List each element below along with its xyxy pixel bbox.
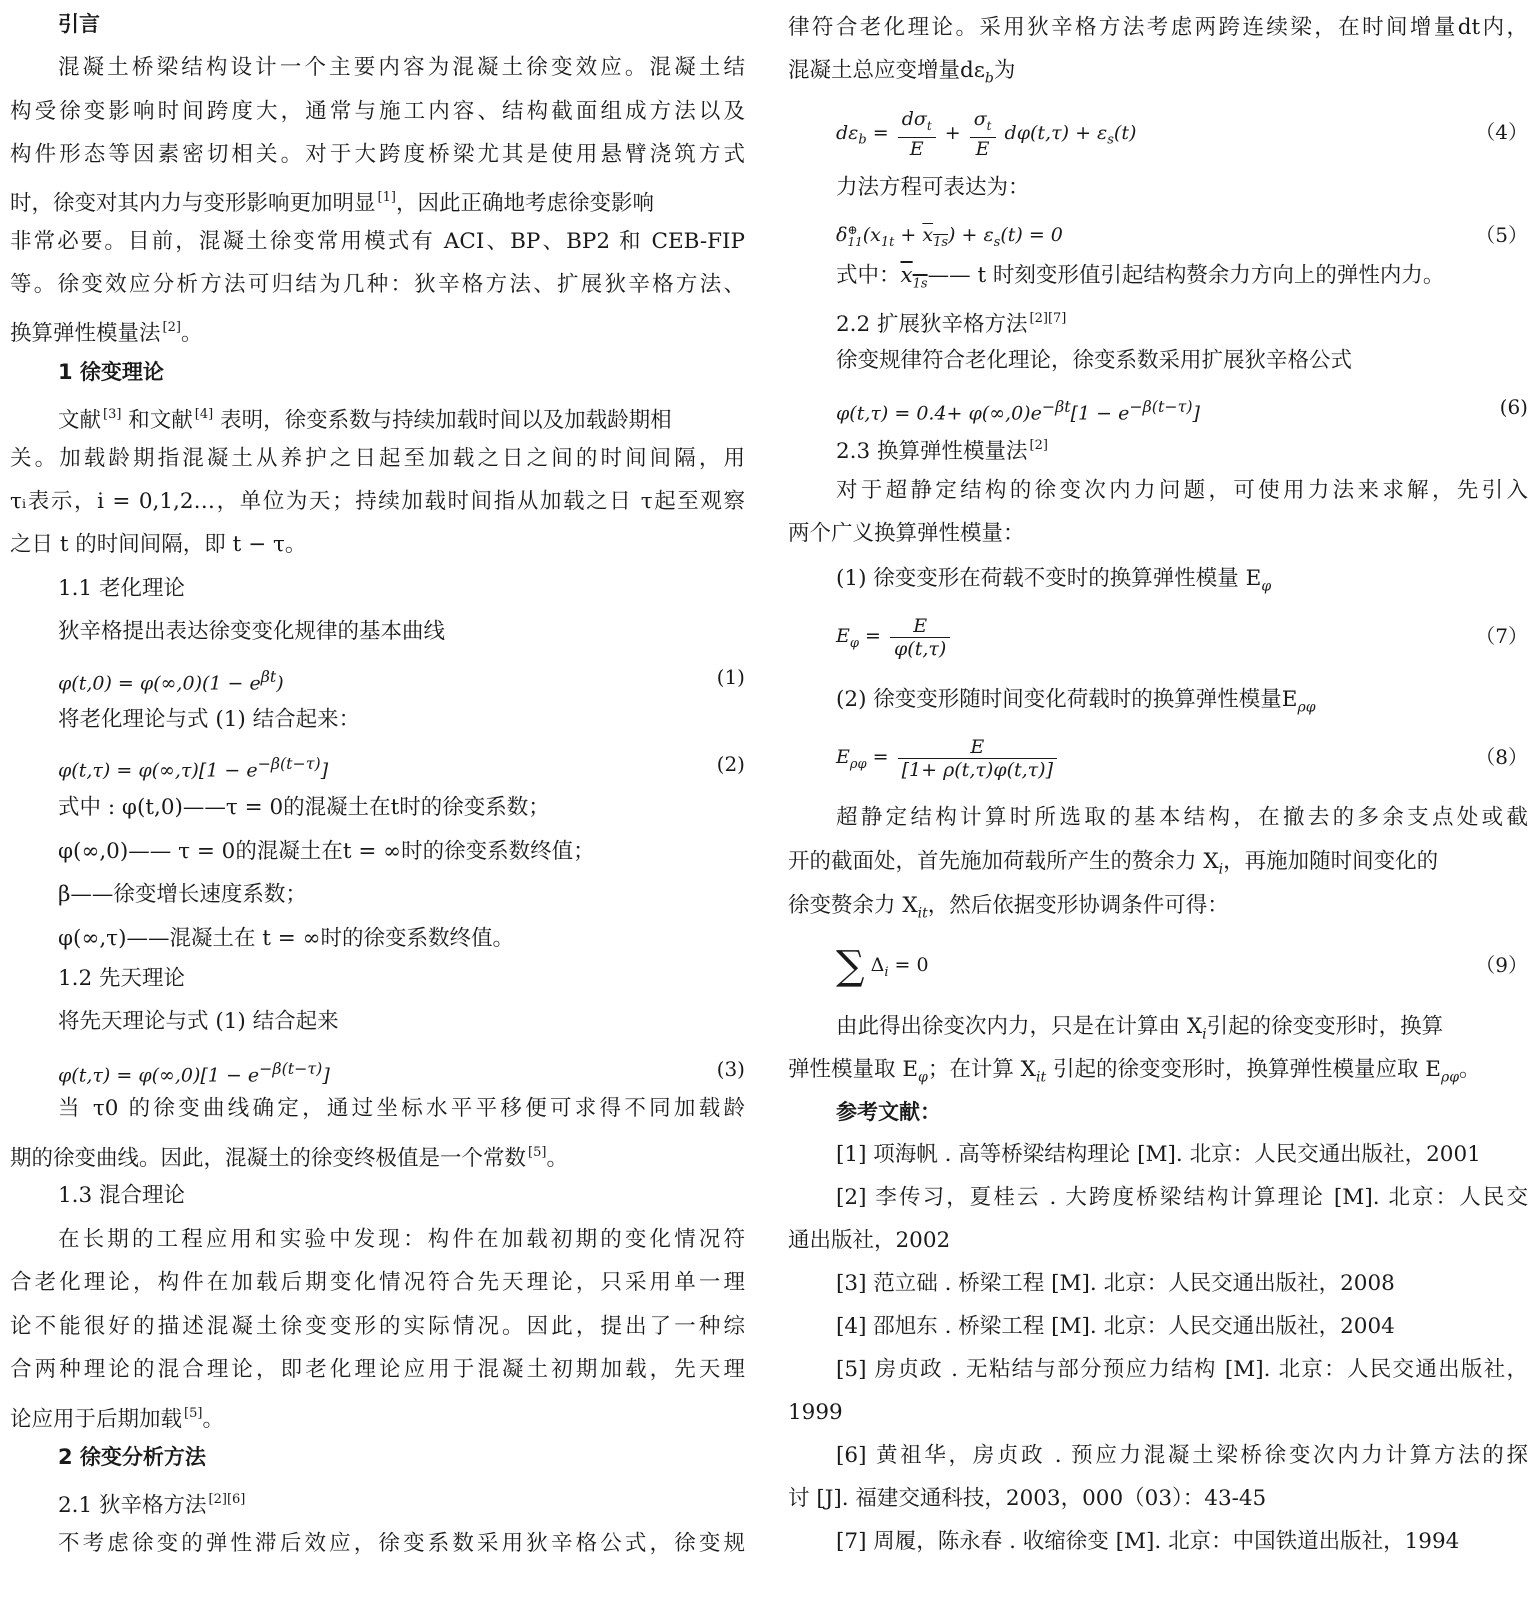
eq3-number: (3) bbox=[716, 1057, 745, 1081]
eq5-tail: ) + ε bbox=[948, 224, 994, 246]
eq8-number: （8） bbox=[1475, 745, 1528, 769]
eq5-sup: ⊕ bbox=[847, 223, 858, 237]
reference-2: [2] 李传习，夏桂云 . 大跨度桥梁结构计算理论 [M]. 北京：人民交 bbox=[836, 1185, 1528, 1210]
eq4-fraction-2 bbox=[970, 108, 996, 160]
p-super-line-2 bbox=[788, 840, 1528, 884]
p13-end: 。 bbox=[202, 1407, 224, 1432]
item2-sub: ρφ bbox=[1297, 699, 1316, 716]
eq5-end: (t) = 0 bbox=[1000, 224, 1063, 246]
p-result-line-1 bbox=[788, 1005, 1528, 1049]
heading-1-1: 1.1 老化理论 bbox=[58, 576, 186, 601]
reference-7: [7] 周履，陈永春 . 收缩徐变 [M]. 北京：中国铁道出版社，1994 bbox=[836, 1529, 1460, 1554]
reference-3: [3] 范立础 . 桥梁工程 [M]. 北京：人民交通出版社，2008 bbox=[836, 1271, 1395, 1296]
item1-sub: φ bbox=[1261, 578, 1272, 595]
eq4-rest-sub: s bbox=[1107, 132, 1114, 148]
eq6-mid: [1 − e bbox=[1070, 402, 1130, 425]
definition-4: φ(∞,τ)——混凝土在 t = ∞时的徐变系数终值。 bbox=[58, 926, 515, 951]
eq4-lhs-sub: b bbox=[858, 132, 867, 148]
def5-x: x bbox=[900, 263, 913, 288]
citation-3: [3] bbox=[103, 407, 122, 422]
p-result-sub-1: i bbox=[1202, 1026, 1207, 1043]
reference-1: [1] 项海帆 . 高等桥梁结构理论 [M]. 北京：人民交通出版社，2001 bbox=[836, 1142, 1481, 1167]
p-result-b: 引起的徐变变形时，换算 bbox=[1206, 1014, 1444, 1039]
def5-x-sub: 1s bbox=[912, 276, 928, 292]
intro-line-5: 非常必要。目前，混凝土徐变常用模式有 ACI、BP、BP2 和 CEB-FIP bbox=[10, 229, 745, 254]
p1-line-2: 关。加载龄期指混凝土从养护之日起至加载之日之间的时间间隔，用 bbox=[10, 446, 745, 471]
reference-5: [5] 房贞政 . 无粘结与部分预应力结构 [M]. 北京：人民交通出版社， bbox=[836, 1357, 1528, 1382]
eq4-lhs: dε bbox=[836, 121, 859, 144]
citation-1: [1] bbox=[377, 190, 396, 205]
intro-end: 。 bbox=[180, 321, 203, 346]
eq3-body: φ(t,τ) = φ(∞,0)[1 − e bbox=[58, 1064, 260, 1087]
p1-line-4: 之日 t 的时间间隔，即 t − τ。 bbox=[10, 532, 307, 557]
eq8-lhs: E bbox=[836, 746, 850, 768]
p21-text: 不考虑徐变的弹性滞后效应，徐变系数采用狄辛格公式，徐变规 bbox=[58, 1531, 745, 1556]
eq8-lhs-sub: ρφ bbox=[849, 756, 867, 772]
eq9-sub: i bbox=[884, 964, 889, 980]
p21-cont-line-2 bbox=[788, 49, 1528, 93]
p-result-sub-3: it bbox=[1036, 1069, 1047, 1086]
eq6-body: φ(t,τ) = 0.4+ φ(∞,0)e bbox=[836, 402, 1042, 425]
item-2 bbox=[788, 678, 1528, 722]
reference-6-cont: 讨 [J]. 福建交通科技，2003，000（03）：43-45 bbox=[788, 1486, 1267, 1511]
eq1-exponent: βt bbox=[260, 667, 277, 686]
eq4-num2-sub: t bbox=[986, 118, 992, 133]
eq7-num: E bbox=[890, 615, 950, 638]
heading-2-1 bbox=[10, 1478, 745, 1522]
eq5-over-sub: 1s bbox=[933, 234, 949, 250]
eq6-number: (6) bbox=[1499, 395, 1528, 419]
p-result-c: 弹性模量取 E bbox=[788, 1057, 919, 1082]
eq5-over-x: x bbox=[922, 224, 934, 246]
equation-1 bbox=[10, 655, 745, 699]
eq9-sigma: ∑ bbox=[836, 943, 865, 989]
citation-5b: [5] bbox=[184, 1406, 203, 1421]
eq4-plus: + bbox=[944, 121, 961, 144]
intro-line-6: 等。徐变效应分析方法可归结为几种：狄辛格方法、扩展狄辛格方法、 bbox=[10, 272, 745, 297]
def5-overline bbox=[900, 263, 928, 292]
heading-2-1-cite: [2][6] bbox=[208, 1492, 246, 1507]
eq5-delta: δ bbox=[836, 224, 848, 246]
eq2-body: φ(t,τ) = φ(∞,τ)[1 − e bbox=[58, 759, 258, 782]
p-super-sub-i: i bbox=[1218, 861, 1224, 878]
equation-2 bbox=[10, 742, 745, 786]
citation-2: [2] bbox=[162, 320, 181, 335]
p21-cont-sub: b bbox=[984, 70, 994, 87]
p12b-text: 期的徐变曲线。因此，混凝土的徐变终极值是一个常数 bbox=[10, 1146, 527, 1171]
eq7-lhs: E bbox=[836, 625, 850, 647]
eq4-fraction-1 bbox=[898, 108, 936, 160]
eq1-body: φ(t,0) = φ(∞,0)(1 − e bbox=[58, 672, 261, 695]
equation-7 bbox=[788, 611, 1528, 661]
equation-4 bbox=[788, 108, 1528, 160]
heading-2-3-text: 2.3 换算弹性模量法 bbox=[836, 439, 1028, 464]
p13-text: 论应用于后期加载 bbox=[10, 1407, 183, 1432]
eq5-plus: + bbox=[894, 224, 923, 246]
eq5-overline bbox=[922, 224, 949, 250]
eq4-den2: E bbox=[975, 137, 990, 160]
item1-text: (1) 徐变变形在荷载不变时的换算弹性模量 E bbox=[836, 566, 1262, 591]
p13-line-3: 论不能很好的描述混凝土徐变变形的实际情况。因此，提出了一种综 bbox=[10, 1314, 745, 1339]
heading-2-2-text: 2.2 扩展狄辛格方法 bbox=[836, 312, 1028, 337]
intro-line-7 bbox=[10, 306, 745, 350]
reference-5-cont: 1999 bbox=[788, 1400, 843, 1425]
eq8-equals: = bbox=[872, 746, 889, 768]
heading-2-1-text: 2.1 狄辛格方法 bbox=[58, 1493, 207, 1518]
eq5-delta-scripts bbox=[847, 224, 862, 248]
item-1 bbox=[788, 557, 1528, 601]
p12b-end: 。 bbox=[546, 1146, 568, 1171]
intro-line-4-a: 时，徐变对其内力与变形影响更加明显 bbox=[10, 191, 376, 216]
eq7-lhs-sub: φ bbox=[849, 635, 859, 651]
eq7-den: φ(t,τ) bbox=[894, 637, 947, 660]
heading-2-3-cite: [2] bbox=[1029, 438, 1048, 453]
p-result-sub-4: ρφ bbox=[1440, 1069, 1460, 1086]
eq5-tail-sub: s bbox=[993, 234, 1001, 250]
eq3-end: ] bbox=[322, 1064, 330, 1087]
p13-line-5 bbox=[10, 1392, 745, 1436]
p-result-sub-2: φ bbox=[918, 1069, 928, 1086]
eq5-sub: 11 bbox=[847, 235, 863, 249]
p21-cont-line-1: 律符合老化理论。采用狄辛格方法考虑两跨连续梁，在时间增量dt内， bbox=[788, 15, 1528, 40]
p-super-sub-it: it bbox=[917, 905, 928, 922]
p11-text: 狄辛格提出表达徐变变化规律的基本曲线 bbox=[58, 619, 446, 644]
p12b-line-2 bbox=[10, 1131, 745, 1175]
heading-1-2: 1.2 先天理论 bbox=[58, 966, 186, 991]
p21-cont-text: 混凝土总应变增量dε bbox=[788, 58, 985, 83]
eq4-den1: E bbox=[909, 137, 924, 160]
eq7-fraction bbox=[890, 615, 950, 660]
eq4-num1-sub: t bbox=[926, 118, 932, 133]
eq4-equals: = bbox=[872, 121, 889, 144]
equation-6 bbox=[788, 385, 1528, 429]
def5-text: —— t 时刻变形值引起结构赘余力方向上的弹性内力。 bbox=[927, 263, 1445, 288]
p-super-line-1: 超静定结构计算时所选取的基本结构，在撤去的多余支点处或截 bbox=[836, 805, 1528, 830]
p21-cont-end: 为 bbox=[993, 58, 1016, 83]
eq8-num: E bbox=[898, 736, 1057, 759]
equation-8 bbox=[788, 732, 1528, 782]
p12-text: 将先天理论与式 (1) 结合起来 bbox=[58, 1009, 339, 1034]
p13-line-1: 在长期的工程应用和实验中发现：构件在加载初期的变化情况符 bbox=[58, 1227, 745, 1252]
eq5-x1-sub: 1t bbox=[880, 234, 895, 250]
p-super-text-b: ，再施加随时间变化的 bbox=[1223, 849, 1439, 874]
equation-3 bbox=[10, 1047, 745, 1091]
heading-2-3 bbox=[788, 424, 1528, 468]
p1-text-a: 文献 bbox=[58, 408, 102, 433]
references-heading: 参考文献： bbox=[836, 1100, 941, 1124]
p12b-line-1: 当 τ0 的徐变曲线确定，通过坐标水平平移便可求得不同加载龄 bbox=[58, 1096, 745, 1121]
eq2-number: (2) bbox=[716, 752, 745, 776]
eq2-exponent: −β(t−τ) bbox=[257, 754, 321, 773]
p-result-line-2 bbox=[788, 1048, 1528, 1092]
reference-2-cont: 通出版社，2002 bbox=[788, 1228, 951, 1253]
heading-section-2: 2 徐变分析方法 bbox=[58, 1445, 206, 1469]
eq1-number: (1) bbox=[716, 665, 745, 689]
intro-line-4 bbox=[10, 176, 745, 220]
equation-5 bbox=[788, 213, 1528, 257]
intro-line-1: 混凝土桥梁结构设计一个主要内容为混凝土徐变效应。混凝土结 bbox=[58, 55, 745, 80]
p22-text: 徐变规律符合老化理论，徐变系数采用扩展狄辛格公式 bbox=[836, 348, 1353, 373]
p1-text-c: 表明，徐变系数与持续加载时间以及加载龄期相 bbox=[220, 408, 672, 433]
eq9-delta: Δ bbox=[870, 954, 885, 976]
eq4-num1: dσ bbox=[901, 108, 927, 130]
item2-text: (2) 徐变变形随时间变化荷载时的换算弹性模量E bbox=[836, 687, 1298, 712]
p1-line-1 bbox=[10, 393, 745, 437]
p-super-text-a: 开的截面处，首先施加荷载所产生的赘余力 X bbox=[788, 849, 1219, 874]
reference-6: [6] 黄祖华，房贞政 . 预应力混凝土梁桥徐变次内力计算方法的探 bbox=[836, 1443, 1528, 1468]
p-super-text-c: 徐变赘余力 X bbox=[788, 893, 918, 918]
p-result-d: ；在计算 X bbox=[927, 1057, 1036, 1082]
citation-4: [4] bbox=[194, 407, 214, 422]
intro-line-2: 构受徐变影响时间跨度大，通常与施工内容、结构截面组成方法以及 bbox=[10, 99, 745, 124]
heading-2-2-cite: [2][7] bbox=[1029, 311, 1067, 326]
eq4-number: （4） bbox=[1475, 120, 1528, 144]
definition-2: φ(∞,0)—— τ = 0的混凝土在t = ∞时的徐变系数终值； bbox=[58, 839, 595, 864]
heading-section-1: 1 徐变理论 bbox=[58, 360, 164, 384]
p-super-text-d: ，然后依据变形协调条件可得： bbox=[927, 893, 1229, 918]
p1-text-b: 和文献 bbox=[128, 408, 193, 433]
intro-line-7-a: 换算弹性模量法 bbox=[10, 321, 161, 346]
citation-5: [5] bbox=[528, 1145, 547, 1160]
heading-1-3: 1.3 混合理论 bbox=[58, 1183, 186, 1208]
reference-4: [4] 邵旭东 . 桥梁工程 [M]. 北京：人民交通出版社，2004 bbox=[836, 1314, 1395, 1339]
heading-intro: 引言 bbox=[58, 12, 100, 36]
definition-5 bbox=[788, 254, 1528, 298]
eq4-num2: σ bbox=[973, 108, 987, 130]
eq2-end: ] bbox=[320, 759, 329, 782]
eq3-exponent: −β(t−τ) bbox=[259, 1059, 323, 1078]
eq9-end: = 0 bbox=[888, 954, 929, 976]
eq1-end: ) bbox=[276, 672, 284, 695]
eq6-exponent-2: −β(t−τ) bbox=[1129, 397, 1193, 416]
eq8-fraction bbox=[898, 736, 1057, 781]
p-result-f: 。 bbox=[1459, 1057, 1481, 1082]
p-result-a: 由此得出徐变次内力，只是在计算由 X bbox=[836, 1014, 1203, 1039]
p23-line-1: 对于超静定结构的徐变次内力问题，可使用力法来求解，先引入 bbox=[836, 478, 1528, 503]
eq6-end: ] bbox=[1192, 402, 1200, 425]
heading-2-2 bbox=[788, 297, 1528, 341]
p-result-e: 引起的徐变变形时，换算弹性模量应取 E bbox=[1046, 1057, 1441, 1082]
eq5-number: （5） bbox=[1475, 223, 1528, 247]
eq7-equals: = bbox=[865, 625, 881, 647]
definition-3: β——徐变增长速度系数； bbox=[58, 882, 307, 907]
eq9-number: （9） bbox=[1475, 953, 1528, 977]
p13-line-4: 合两种理论的混合理论，即老化理论应用于混凝土初期加载，先天理 bbox=[10, 1357, 745, 1382]
def5-pre: 式中： bbox=[836, 263, 901, 288]
p23-line-2: 两个广义换算弹性模量： bbox=[788, 521, 1025, 546]
eq6-exponent-1: −βt bbox=[1041, 397, 1071, 416]
force-method-text: 力法方程可表达为： bbox=[836, 175, 1030, 200]
definition-1: 式中 : φ(t,0)——τ = 0的混凝土在t时的徐变系数； bbox=[58, 795, 550, 820]
eq4-rest: dφ(t,τ) + ε bbox=[1004, 121, 1108, 144]
p13-line-2: 合老化理论，构件在加载后期变化情况符合先天理论，只采用单一理 bbox=[10, 1270, 745, 1295]
intro-line-4-b: ，因此正确地考虑徐变影响 bbox=[395, 191, 654, 216]
eq4-end: (t) bbox=[1113, 121, 1137, 144]
eq5-body: (x bbox=[862, 224, 881, 246]
p11b-text: 将老化理论与式 (1) 结合起来： bbox=[58, 707, 361, 732]
eq7-number: （7） bbox=[1475, 624, 1528, 648]
intro-line-3: 构件形态等因素密切相关。对于大跨度桥梁尤其是使用悬臂浇筑方式 bbox=[10, 142, 745, 167]
p1-line-3: τᵢ表示，i = 0,1,2…，单位为天；持续加载时间指从加载之日 τ起至观察 bbox=[10, 489, 745, 514]
p-super-line-3 bbox=[788, 884, 1528, 928]
eq8-den: [1+ ρ(t,τ)φ(t,τ)] bbox=[901, 758, 1054, 781]
equation-9 bbox=[788, 938, 1528, 992]
